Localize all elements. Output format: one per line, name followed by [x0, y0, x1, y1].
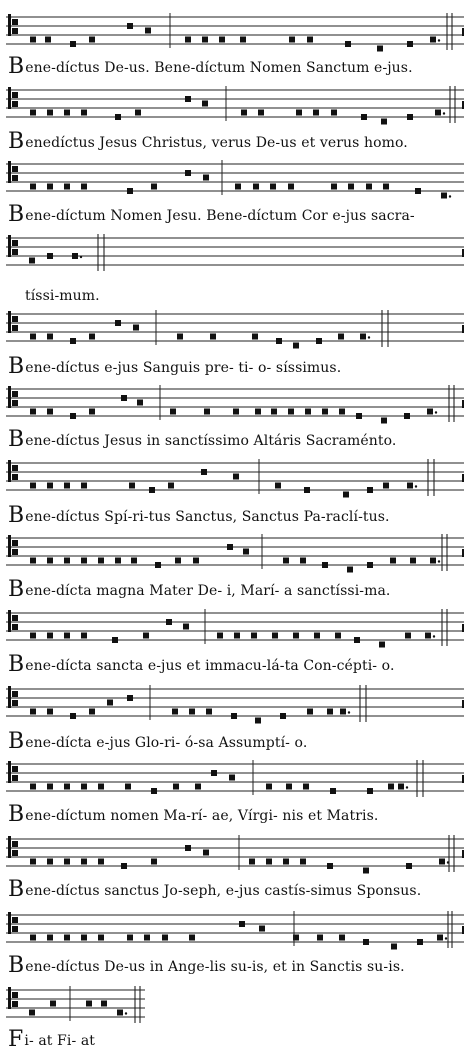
punctum-note: [81, 859, 87, 865]
punctum-note: [253, 184, 259, 190]
staff-system-8: [0, 534, 469, 578]
punctum-note: [121, 863, 127, 869]
punctum-note: [47, 253, 53, 259]
initial-letter: B: [8, 54, 25, 79]
punctum-note: [64, 483, 70, 489]
punctum-note: [381, 418, 387, 424]
punctum-note: [347, 567, 353, 573]
punctum-note: [210, 334, 216, 340]
punctum-note: [144, 935, 150, 941]
punctum-note: [407, 114, 413, 120]
punctum-note: [293, 343, 299, 349]
punctum-note: [360, 334, 366, 340]
punctum-note: [331, 184, 337, 190]
staff-system-11: [0, 760, 469, 804]
lyric-text: i- at Fi- at: [24, 1033, 96, 1049]
punctum-note: [405, 633, 411, 639]
punctum-note: [29, 1010, 35, 1016]
lyric-line-1: [8, 54, 466, 79]
mora-dot: [443, 112, 445, 114]
punctum-note: [64, 633, 70, 639]
punctum-note: [391, 944, 397, 950]
lyric-line-10: [8, 729, 466, 754]
punctum-note: [117, 1010, 123, 1016]
punctum-note: [407, 41, 413, 47]
custos-mark: [462, 28, 464, 36]
initial-letter: B: [8, 877, 25, 902]
custos-mark: [462, 624, 464, 632]
punctum-note: [64, 184, 70, 190]
punctum-note: [339, 935, 345, 941]
punctum-note: [98, 859, 104, 865]
punctum-note: [202, 101, 208, 107]
punctum-note: [219, 37, 225, 43]
custos-mark: [462, 325, 464, 333]
punctum-note: [89, 334, 95, 340]
punctum-note: [112, 637, 118, 643]
punctum-note: [81, 935, 87, 941]
punctum-note: [348, 184, 354, 190]
punctum-note: [137, 400, 143, 406]
punctum-note: [313, 110, 319, 116]
mora-dot: [80, 256, 82, 258]
punctum-note: [81, 784, 87, 790]
punctum-note: [189, 709, 195, 715]
custos-mark: [462, 775, 464, 783]
mora-dot: [449, 195, 451, 197]
punctum-note: [173, 784, 179, 790]
punctum-note: [300, 859, 306, 865]
punctum-note: [89, 37, 95, 43]
punctum-note: [252, 334, 258, 340]
lyric-line-12: [8, 877, 466, 902]
punctum-note: [204, 409, 210, 415]
punctum-note: [89, 409, 95, 415]
initial-letter: B: [8, 802, 25, 827]
initial-letter: B: [8, 202, 25, 227]
punctum-note: [149, 487, 155, 493]
staff-system-3: [0, 160, 469, 204]
punctum-note: [435, 110, 441, 116]
lyric-text: ene-dícta magna Mater De- i, Marí- a sanctíssi-ma.: [25, 583, 391, 599]
punctum-note: [30, 184, 36, 190]
punctum-note: [255, 718, 261, 724]
lyric-line-14: [8, 1027, 466, 1052]
lyric-text: ene-dícta sancta e-jus et immacu-lá-ta Con-cépti- o.: [25, 658, 395, 674]
punctum-note: [89, 709, 95, 715]
staff-system-5: [0, 310, 469, 354]
punctum-note: [300, 558, 306, 564]
punctum-note: [314, 633, 320, 639]
punctum-note: [270, 184, 276, 190]
punctum-note: [47, 409, 53, 415]
punctum-note: [275, 483, 281, 489]
punctum-note: [289, 37, 295, 43]
staff-system-1: [0, 13, 469, 57]
staff-system-10: [0, 685, 469, 729]
punctum-note: [331, 110, 337, 116]
punctum-note: [441, 193, 447, 199]
punctum-note: [168, 483, 174, 489]
lyric-text: ene-díctum Nomen Jesu. Bene-díctum Cor e-jus sacra-: [25, 208, 415, 224]
lyric-line-6: [8, 427, 466, 452]
mora-dot: [438, 39, 440, 41]
punctum-note: [81, 483, 87, 489]
punctum-note: [251, 633, 257, 639]
punctum-note: [283, 859, 289, 865]
punctum-note: [30, 709, 36, 715]
punctum-note: [29, 258, 35, 264]
punctum-note: [303, 784, 309, 790]
custos-mark: [462, 549, 464, 557]
punctum-note: [30, 859, 36, 865]
mora-dot: [435, 411, 437, 413]
punctum-note: [363, 939, 369, 945]
punctum-note: [367, 562, 373, 568]
punctum-note: [407, 483, 413, 489]
punctum-note: [47, 784, 53, 790]
punctum-note: [390, 558, 396, 564]
lyric-text: ene-díctus e-jus Sanguis pre- ti- o- síssimus.: [25, 360, 342, 376]
punctum-note: [129, 483, 135, 489]
punctum-note: [107, 700, 113, 706]
punctum-note: [304, 487, 310, 493]
punctum-note: [172, 709, 178, 715]
staff-system-13: [0, 911, 469, 955]
staff-system-4: [0, 234, 469, 278]
punctum-note: [202, 37, 208, 43]
punctum-note: [121, 395, 127, 401]
punctum-note: [189, 935, 195, 941]
punctum-note: [361, 114, 367, 120]
initial-letter: B: [8, 427, 25, 452]
lyric-line-4: [24, 286, 469, 305]
punctum-note: [30, 558, 36, 564]
punctum-note: [233, 474, 239, 480]
punctum-note: [410, 558, 416, 564]
punctum-note: [47, 709, 53, 715]
punctum-note: [283, 558, 289, 564]
mora-dot: [433, 635, 435, 637]
staff-system-7: [0, 459, 469, 503]
punctum-note: [81, 633, 87, 639]
punctum-note: [439, 859, 445, 865]
punctum-note: [70, 338, 76, 344]
punctum-note: [155, 562, 161, 568]
lyric-line-2: [8, 129, 466, 154]
punctum-note: [47, 334, 53, 340]
custos-mark: [462, 850, 464, 858]
punctum-note: [81, 110, 87, 116]
mora-dot: [348, 711, 350, 713]
punctum-note: [430, 558, 436, 564]
punctum-note: [258, 110, 264, 116]
punctum-note: [404, 413, 410, 419]
staff-system-2: [0, 86, 469, 130]
punctum-note: [339, 409, 345, 415]
punctum-note: [437, 935, 443, 941]
punctum-note: [398, 784, 404, 790]
punctum-note: [338, 334, 344, 340]
punctum-note: [243, 549, 249, 555]
initial-letter: B: [8, 729, 25, 754]
punctum-note: [185, 845, 191, 851]
staff-system-14: [0, 986, 469, 1030]
punctum-note: [64, 110, 70, 116]
staff-system-6: [0, 385, 469, 429]
punctum-note: [425, 633, 431, 639]
punctum-note: [381, 119, 387, 125]
punctum-note: [383, 184, 389, 190]
punctum-note: [47, 184, 53, 190]
punctum-note: [366, 184, 372, 190]
punctum-note: [239, 921, 245, 927]
lyric-text: ene-díctus sanctus Jo-seph, e-jus castís-simus Sponsus.: [25, 883, 422, 899]
lyric-text: ene-díctus De-us. Bene-díctum Nomen Sanctum e-jus.: [25, 60, 413, 76]
mora-dot: [125, 1012, 127, 1014]
punctum-note: [330, 788, 336, 794]
punctum-note: [363, 868, 369, 874]
punctum-note: [30, 935, 36, 941]
lyric-text: ene-díctus Jesus in sanctíssimo Altáris Sacraménto.: [25, 433, 397, 449]
punctum-note: [427, 409, 433, 415]
punctum-note: [98, 784, 104, 790]
punctum-note: [406, 863, 412, 869]
punctum-note: [70, 713, 76, 719]
punctum-note: [356, 413, 362, 419]
lyric-text: ene-díctus Spí-ri-tus Sanctus, Sanctus Pa-raclí-tus.: [25, 509, 390, 525]
punctum-note: [296, 110, 302, 116]
punctum-note: [206, 709, 212, 715]
mora-dot: [415, 485, 417, 487]
initial-letter: B: [8, 953, 25, 978]
lyric-line-7: [8, 503, 466, 528]
custos-mark: [462, 101, 464, 109]
punctum-note: [125, 784, 131, 790]
punctum-note: [335, 633, 341, 639]
punctum-note: [343, 492, 349, 498]
punctum-note: [30, 483, 36, 489]
custos-mark: [462, 400, 464, 408]
punctum-note: [143, 633, 149, 639]
punctum-note: [203, 850, 209, 856]
punctum-note: [47, 859, 53, 865]
punctum-note: [266, 784, 272, 790]
punctum-note: [166, 619, 172, 625]
punctum-note: [322, 409, 328, 415]
punctum-note: [293, 633, 299, 639]
mora-dot: [445, 937, 447, 939]
mora-dot: [438, 560, 440, 562]
punctum-note: [388, 784, 394, 790]
punctum-note: [185, 170, 191, 176]
punctum-note: [383, 483, 389, 489]
punctum-note: [30, 633, 36, 639]
punctum-note: [240, 37, 246, 43]
punctum-note: [45, 37, 51, 43]
punctum-note: [345, 41, 351, 47]
punctum-note: [322, 562, 328, 568]
punctum-note: [272, 633, 278, 639]
punctum-note: [185, 96, 191, 102]
punctum-note: [70, 41, 76, 47]
punctum-note: [417, 939, 423, 945]
punctum-note: [175, 558, 181, 564]
punctum-note: [133, 325, 139, 331]
punctum-note: [327, 709, 333, 715]
punctum-note: [70, 413, 76, 419]
punctum-note: [47, 935, 53, 941]
custos-mark: [462, 700, 464, 708]
lyric-text: ene-díctus De-us in Ange-lis su-is, et in Sanctis su-is.: [25, 959, 405, 975]
punctum-note: [30, 409, 36, 415]
punctum-note: [98, 935, 104, 941]
punctum-note: [249, 859, 255, 865]
punctum-note: [415, 188, 421, 194]
punctum-note: [151, 859, 157, 865]
punctum-note: [131, 558, 137, 564]
punctum-note: [151, 788, 157, 794]
lyric-line-13: [8, 953, 466, 978]
lyric-line-9: [8, 652, 466, 677]
lyric-text: enedíctus Jesus Christus, verus De-us et verus homo.: [25, 135, 408, 151]
punctum-note: [379, 642, 385, 648]
punctum-note: [30, 334, 36, 340]
punctum-note: [259, 926, 265, 932]
punctum-note: [72, 253, 78, 259]
punctum-note: [183, 624, 189, 630]
punctum-note: [229, 775, 235, 781]
punctum-note: [327, 863, 333, 869]
punctum-note: [64, 935, 70, 941]
staff-system-9: [0, 609, 469, 653]
punctum-note: [151, 184, 157, 190]
punctum-note: [127, 23, 133, 29]
punctum-note: [276, 338, 282, 344]
punctum-note: [201, 469, 207, 475]
punctum-note: [307, 709, 313, 715]
punctum-note: [203, 175, 209, 181]
punctum-note: [185, 37, 191, 43]
custos-mark: [462, 926, 464, 934]
lyric-line-11: [8, 802, 466, 827]
mora-dot: [368, 336, 370, 338]
punctum-note: [211, 770, 217, 776]
initial-letter: F: [8, 1027, 24, 1052]
punctum-note: [280, 713, 286, 719]
punctum-note: [307, 37, 313, 43]
punctum-note: [317, 935, 323, 941]
punctum-note: [255, 409, 261, 415]
punctum-note: [115, 320, 121, 326]
mora-dot: [406, 786, 408, 788]
punctum-note: [288, 409, 294, 415]
punctum-note: [86, 1001, 92, 1007]
punctum-note: [195, 784, 201, 790]
punctum-note: [430, 37, 436, 43]
lyric-line-5: [8, 354, 466, 379]
initial-letter: B: [8, 652, 25, 677]
punctum-note: [271, 409, 277, 415]
punctum-note: [241, 110, 247, 116]
punctum-note: [367, 788, 373, 794]
punctum-note: [340, 709, 346, 715]
lyric-text: ene-díctum nomen Ma-rí- ae, Vírgi- nis et Matris.: [25, 808, 379, 824]
custos-mark: [462, 474, 464, 482]
punctum-note: [30, 110, 36, 116]
punctum-note: [354, 637, 360, 643]
punctum-note: [286, 784, 292, 790]
punctum-note: [47, 633, 53, 639]
initial-letter: B: [8, 354, 25, 379]
punctum-note: [227, 544, 233, 550]
punctum-note: [135, 110, 141, 116]
punctum-note: [47, 483, 53, 489]
punctum-note: [98, 558, 104, 564]
punctum-note: [81, 558, 87, 564]
initial-letter: B: [8, 503, 25, 528]
punctum-note: [64, 784, 70, 790]
punctum-note: [127, 695, 133, 701]
punctum-note: [217, 633, 223, 639]
custos-mark: [462, 249, 464, 257]
punctum-note: [235, 184, 241, 190]
initial-letter: B: [8, 577, 25, 602]
punctum-note: [193, 558, 199, 564]
punctum-note: [177, 334, 183, 340]
punctum-note: [316, 338, 322, 344]
punctum-note: [115, 114, 121, 120]
punctum-note: [170, 409, 176, 415]
punctum-note: [64, 859, 70, 865]
punctum-note: [127, 188, 133, 194]
punctum-note: [377, 46, 383, 52]
punctum-note: [367, 487, 373, 493]
punctum-note: [234, 633, 240, 639]
punctum-note: [47, 558, 53, 564]
punctum-note: [127, 935, 133, 941]
initial-letter: B: [8, 129, 25, 154]
punctum-note: [47, 110, 53, 116]
punctum-note: [50, 1001, 56, 1007]
punctum-note: [266, 859, 272, 865]
lyric-line-3: [8, 202, 466, 227]
punctum-note: [145, 28, 151, 34]
punctum-note: [30, 37, 36, 43]
punctum-note: [288, 184, 294, 190]
lyric-text: ene-dícta e-jus Glo-ri- ó-sa Assumptí- o.: [25, 735, 308, 751]
staff-system-12: [0, 835, 469, 879]
lyric-text: tíssi-mum.: [25, 288, 100, 304]
punctum-note: [233, 409, 239, 415]
punctum-note: [64, 558, 70, 564]
punctum-note: [81, 184, 87, 190]
punctum-note: [162, 935, 168, 941]
lyric-line-8: [8, 577, 466, 602]
punctum-note: [101, 1001, 107, 1007]
punctum-note: [115, 558, 121, 564]
punctum-note: [305, 409, 311, 415]
punctum-note: [30, 784, 36, 790]
punctum-note: [231, 713, 237, 719]
